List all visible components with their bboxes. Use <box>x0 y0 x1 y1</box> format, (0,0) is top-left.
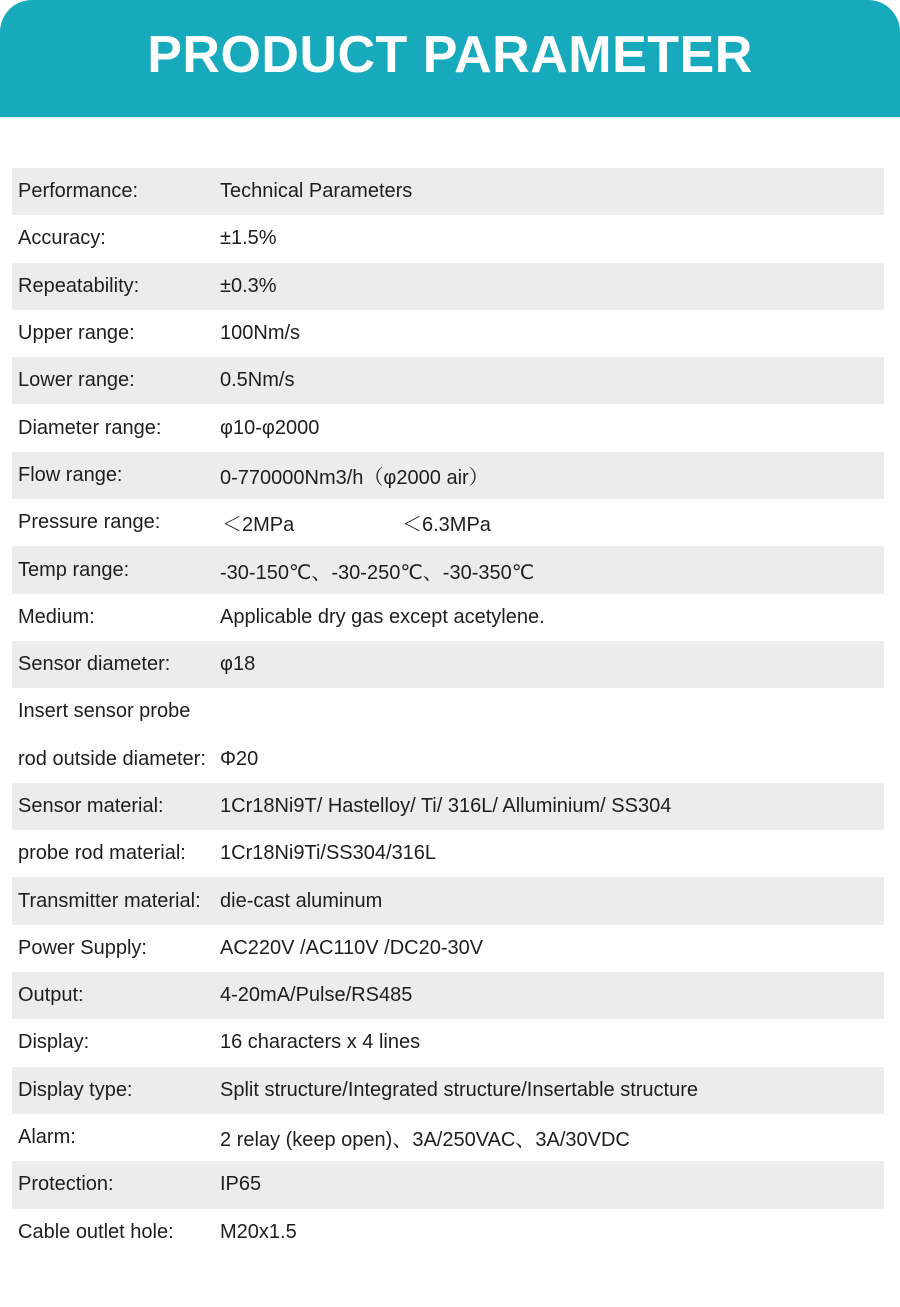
row-value <box>220 688 884 783</box>
row-label <box>12 688 220 783</box>
parameter-table <box>12 168 884 1256</box>
row-value: Applicable dry gas except acetylene. <box>220 605 545 628</box>
row-value: 4-20mA/Pulse/RS485 <box>220 984 413 1007</box>
table-row <box>12 877 884 924</box>
row-label: Protection: <box>18 1173 114 1196</box>
table-row <box>12 641 884 688</box>
row-label: Display: <box>18 1031 90 1054</box>
row-value: die-cast aluminum <box>220 889 383 912</box>
row-label: Output: <box>18 984 84 1007</box>
table-row <box>12 594 884 641</box>
table-row <box>12 1114 884 1161</box>
row-label: Cable outlet hole: <box>18 1220 174 1243</box>
row-label: Alarm: <box>18 1126 76 1149</box>
row-label: Flow range: <box>18 463 123 486</box>
row-value: ±0.3% <box>220 274 277 297</box>
table-row <box>12 1067 884 1114</box>
table-row <box>12 783 884 830</box>
table-row <box>12 215 884 262</box>
row-value: 1Cr18Ni9Ti/SS304/316L <box>220 842 437 865</box>
row-value: M20x1.5 <box>220 1220 297 1243</box>
row-value: -30-150℃、-30-250℃、-30-350℃ <box>220 561 535 584</box>
row-label: Power Supply: <box>18 936 147 959</box>
table-row <box>12 1019 884 1066</box>
table-row <box>12 830 884 877</box>
table-row <box>12 452 884 499</box>
pressure-range-value-2: ＜6.3MPa <box>402 514 491 537</box>
row-label: Accuracy: <box>18 227 106 250</box>
table-row <box>12 404 884 451</box>
row-value <box>220 508 884 537</box>
table-row <box>12 688 884 783</box>
table-row <box>12 925 884 972</box>
row-value: 0-770000Nm3/h（φ2000 air） <box>220 466 489 489</box>
page-title: PRODUCT PARAMETER <box>147 25 753 84</box>
header-label: Performance: <box>18 180 139 203</box>
table-row <box>12 972 884 1019</box>
row-value: AC220V /AC110V /DC20-30V <box>220 936 484 959</box>
row-label: Upper range: <box>18 322 135 345</box>
table-row <box>12 1209 884 1256</box>
header-value: Technical Parameters <box>220 180 413 203</box>
row-label: probe rod material: <box>18 842 186 865</box>
pressure-range-value-1: ＜2MPa <box>222 514 295 537</box>
row-label: Temp range: <box>18 558 130 581</box>
table-row <box>12 1161 884 1208</box>
row-label-line-1: Insert sensor probe <box>18 700 191 723</box>
row-value: ±1.5% <box>220 227 277 250</box>
row-value: 2 relay (keep open)、3A/250VAC、3A/30VDC <box>220 1129 630 1152</box>
row-value: Split structure/Integrated structure/Insertable structure <box>220 1078 698 1101</box>
row-value-text: Φ20 <box>220 747 259 770</box>
table-row <box>12 263 884 310</box>
table-row <box>12 546 884 593</box>
table-row <box>12 357 884 404</box>
row-value: 1Cr18Ni9T/ Hastelloy/ Ti/ 316L/ Alluminium/ SS304 <box>220 795 672 817</box>
row-value: IP65 <box>220 1173 262 1196</box>
row-label: Sensor material: <box>18 795 164 817</box>
row-label: Repeatability: <box>18 274 140 297</box>
row-label: Display type: <box>18 1078 133 1101</box>
row-label: Diameter range: <box>18 416 162 439</box>
row-label: Transmitter material: <box>18 889 201 912</box>
row-value: 16 characters x 4 lines <box>220 1031 421 1054</box>
row-value: 100Nm/s <box>220 322 301 345</box>
row-label: Sensor diameter: <box>18 653 171 676</box>
row-label: Pressure range: <box>18 511 161 534</box>
row-value: 0.5Nm/s <box>220 369 295 392</box>
row-label: Lower range: <box>18 369 135 392</box>
row-value-spacer <box>220 688 884 735</box>
header-banner <box>0 0 900 117</box>
table-row <box>12 310 884 357</box>
row-value: φ18 <box>220 653 256 676</box>
row-value: φ10-φ2000 <box>220 416 320 439</box>
table-header-row <box>12 168 884 215</box>
row-label-line-2: rod outside diameter: <box>18 747 206 770</box>
row-label: Medium: <box>18 605 95 628</box>
table-row <box>12 499 884 546</box>
